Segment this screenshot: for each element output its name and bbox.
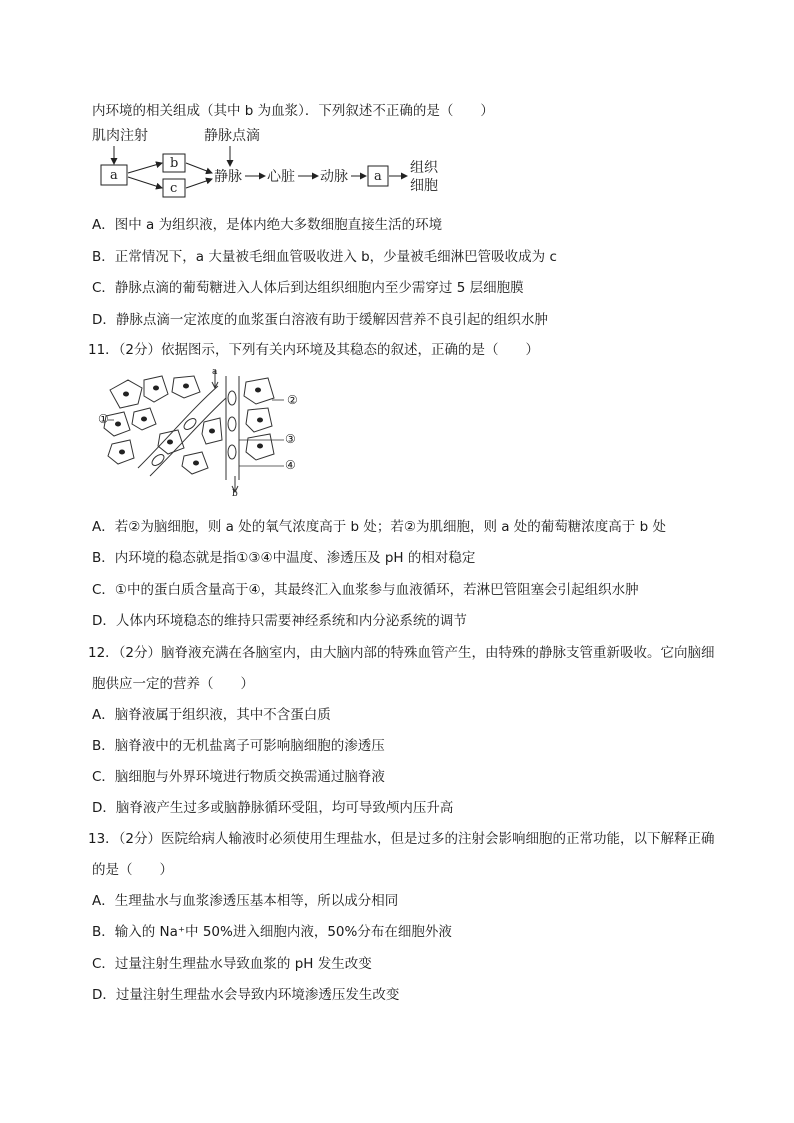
box-a-label: a <box>110 168 118 183</box>
q12-stem-line1: 12．（2分）脑脊液充满在各脑室内，由大脑内部的特殊血管产生，由特殊的静脉支管重新吸收。它向脑细 <box>88 645 715 661</box>
q13-option-c: C．过量注射生理盐水导致血浆的 pH 发生改变 <box>92 956 372 972</box>
heart-label: 心脏 <box>267 169 295 185</box>
q11-option-d: D．人体内环境稳态的维持只需要神经系统和内分泌系统的调节 <box>92 613 467 629</box>
q13-option-d: D．过量注射生理盐水会导致内环境渗透压发生改变 <box>92 987 400 1003</box>
q10-option-b: B．正常情况下，a 大量被毛细血管吸收进入 b，少量被毛细淋巴管吸收成为 c <box>92 249 557 265</box>
q10-option-c: C．静脉点滴的葡萄糖进入人体后到达组织细胞内至少需穿过 5 层细胞膜 <box>92 280 524 296</box>
q12-stem-line2: 胞供应一定的营养（ ） <box>92 676 254 692</box>
box-b-label: b <box>170 156 179 171</box>
vein-label: 静脉 <box>214 169 242 185</box>
q13-stem-line2: 的是（ ） <box>92 862 173 878</box>
muscle-injection-label: 肌肉注射 <box>92 128 148 144</box>
iv-drip-label: 静脉点滴 <box>204 128 260 144</box>
q12-option-b: B．脑脊液中的无机盐离子可影响脑细胞的渗透压 <box>92 738 385 754</box>
fig-label-2: ② <box>287 393 298 407</box>
q12-option-d: D．脑脊液产生过多或脑静脉循环受阻，均可导致颅内压升高 <box>92 800 454 816</box>
q10-option-d: D．静脉点滴一定浓度的血浆蛋白溶液有助于缓解因营养不良引起的组织水肿 <box>92 312 548 328</box>
q12-option-c: C．脑细胞与外界环境进行物质交换需通过脑脊液 <box>92 769 385 785</box>
fig-label-3: ③ <box>285 432 296 446</box>
q11-option-a: A．若②为脑细胞，则 a 处的氧气浓度高于 b 处；若②为肌细胞，则 a 处的葡萄糖浓度高于 b 处 <box>92 519 666 535</box>
fig-label-1: ① <box>98 412 109 426</box>
q11-tissue-figure <box>98 368 298 496</box>
q12-option-a: A．脑脊液属于组织液，其中不含蛋白质 <box>92 707 331 723</box>
q11-option-c: C．①中的蛋白质含量高于④，其最终汇入血浆参与血液循环，若淋巴管阻塞会引起组织水肿 <box>92 582 639 598</box>
q13-option-b: B．输入的 Na⁺中 50%进入细胞内液，50%分布在细胞外液 <box>92 924 452 940</box>
q10-flow-diagram <box>92 122 452 202</box>
tissue-label-1: 组织 <box>410 160 438 176</box>
fig-label-4: ④ <box>285 458 296 472</box>
q13-stem-line1: 13．（2分）医院给病人输液时必须使用生理盐水，但是过多的注射会影响细胞的正常功能，以下解释正确 <box>88 831 715 847</box>
q11-option-b: B．内环境的稳态就是指①③④中温度、渗透压及 pH 的相对稳定 <box>92 550 476 566</box>
fig-label-a: a <box>212 368 218 377</box>
box-a2-label: a <box>374 169 382 184</box>
fig-label-b: b <box>232 489 238 496</box>
box-c-label: c <box>170 181 178 196</box>
artery-label: 动脉 <box>320 169 348 185</box>
tissue-label-2: 细胞 <box>410 178 438 194</box>
q13-option-a: A．生理盐水与血浆渗透压基本相等，所以成分相同 <box>92 893 399 909</box>
q11-stem: 11．（2分）依据图示，下列有关内环境及其稳态的叙述，正确的是（ ） <box>88 342 540 358</box>
q10-stem: 内环境的相关组成（其中 b 为血浆）．下列叙述不正确的是（ ） <box>92 103 494 119</box>
q10-option-a: A．图中 a 为组织液，是体内绝大多数细胞直接生活的环境 <box>92 217 443 233</box>
